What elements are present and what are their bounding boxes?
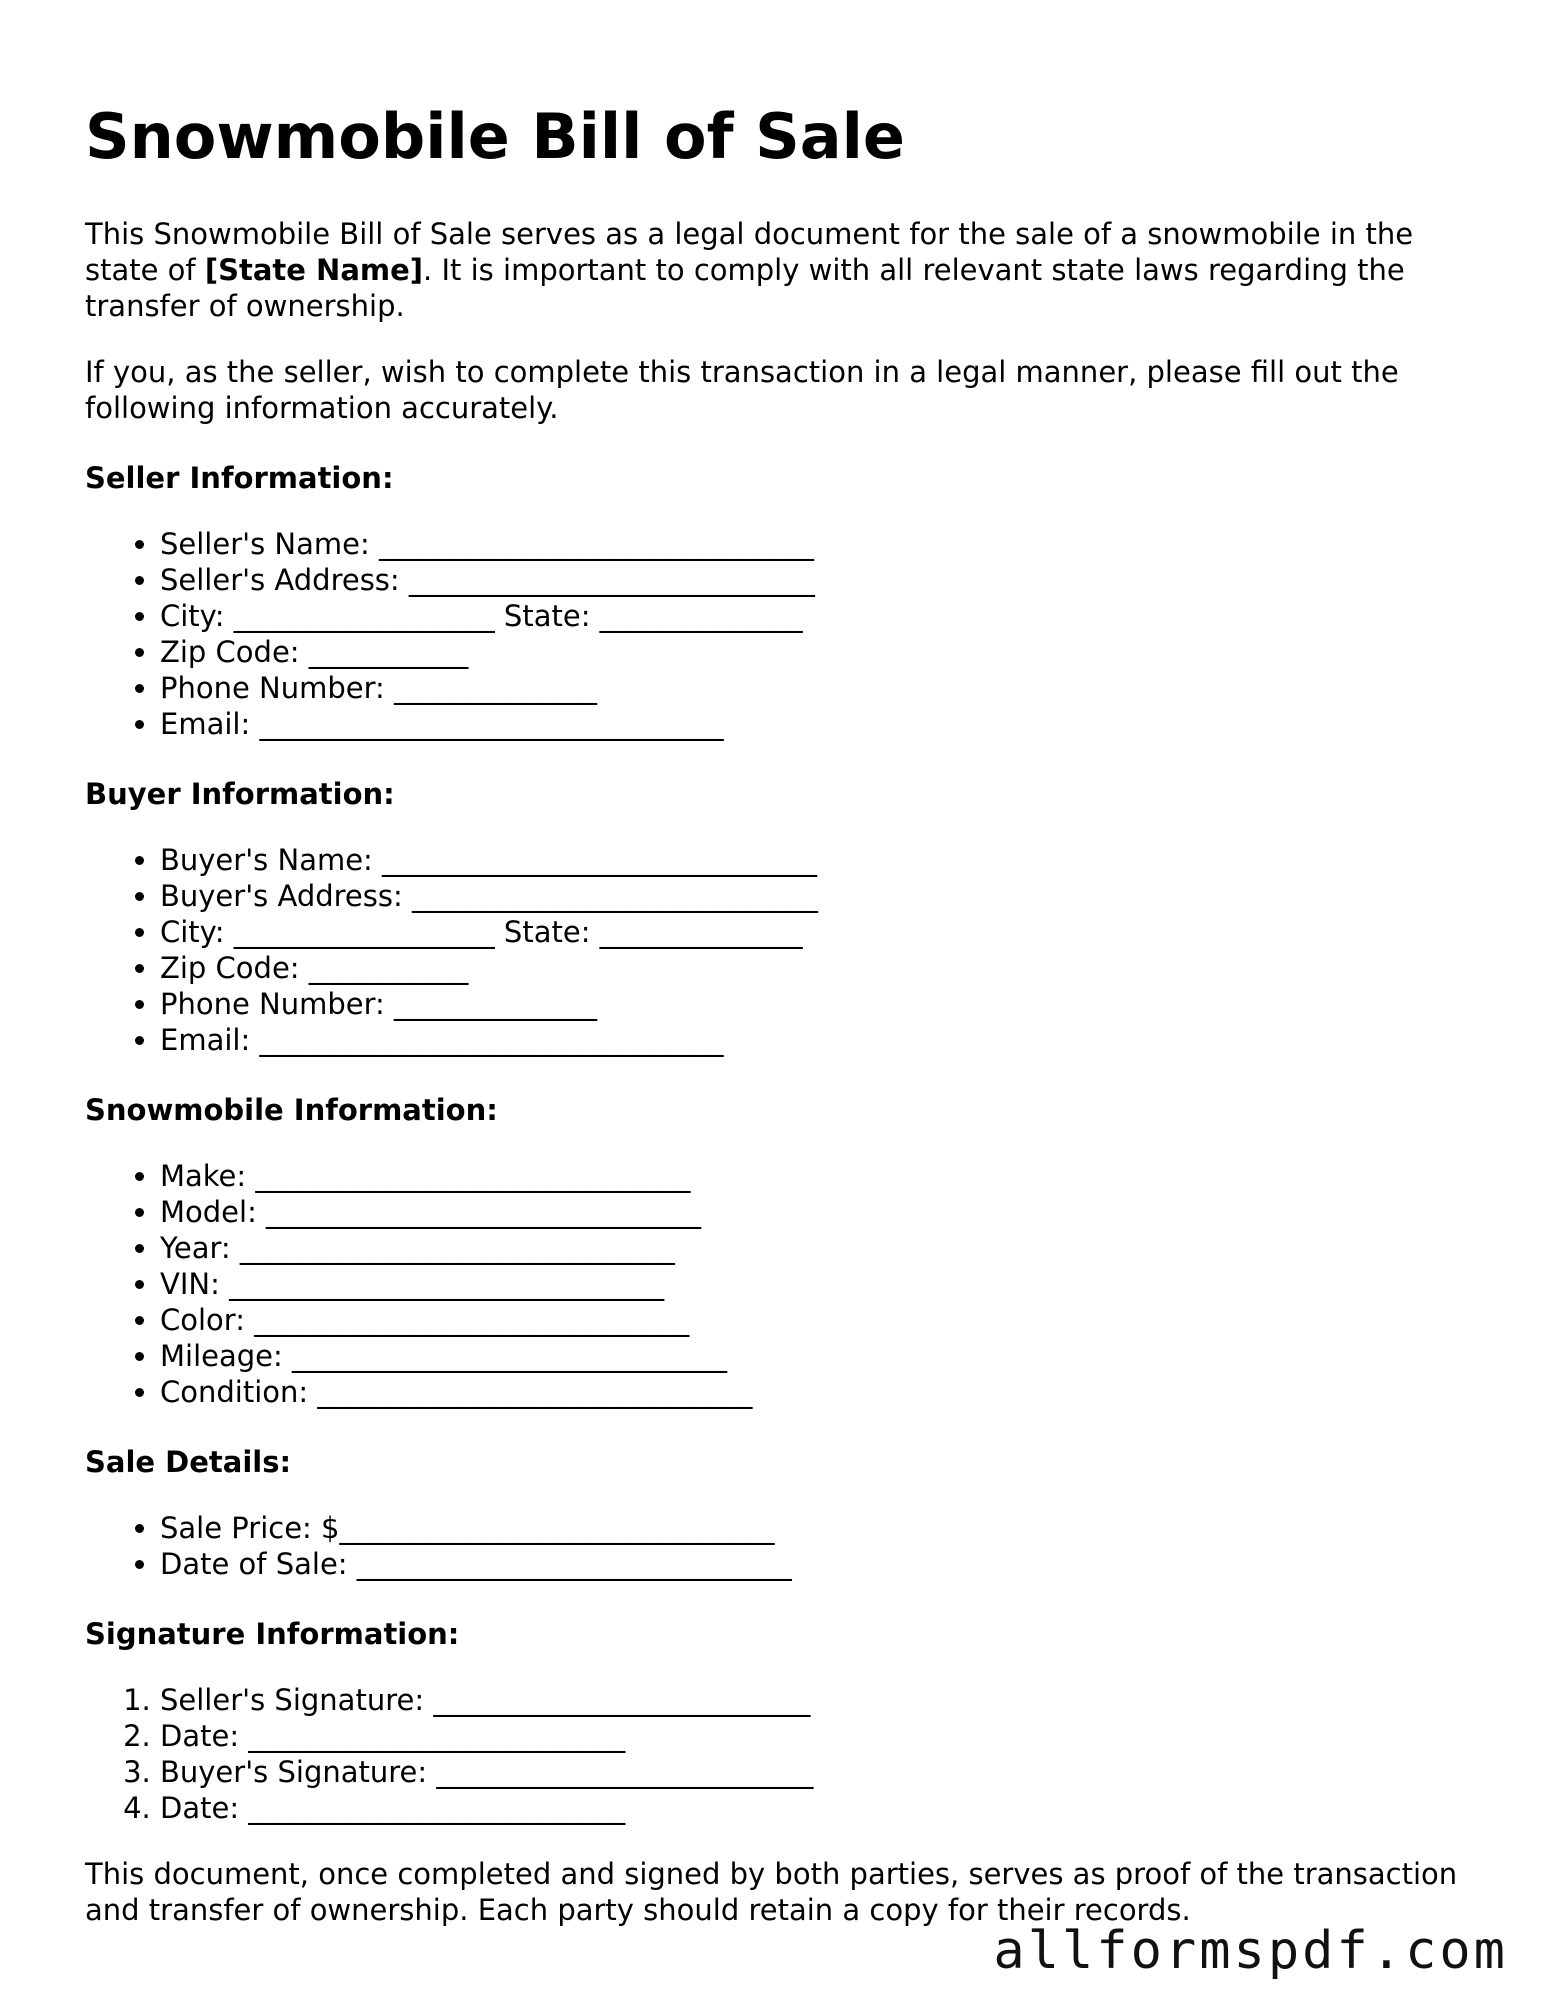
buyer-phone-field[interactable]: • Phone Number: ______________ (160, 986, 1485, 1022)
intro-text-start: This Snowmobile Bill of Sale serves as a legal document for the sale of a snowmobile in the state of (85, 217, 1414, 288)
sale-list (85, 1510, 1485, 1582)
year-field[interactable]: • Year: ______________________________ (160, 1230, 1485, 1266)
seller-date-field[interactable]: 2. Date: __________________________ (160, 1718, 1485, 1754)
buyer-list (85, 842, 1485, 1058)
seller-name-field[interactable]: • Seller's Name: ______________________________ (160, 526, 1485, 562)
sale-date-field[interactable]: • Date of Sale: ______________________________ (160, 1546, 1485, 1582)
make-field[interactable]: • Make: ______________________________ (160, 1158, 1485, 1194)
seller-phone-field[interactable]: • Phone Number: ______________ (160, 670, 1485, 706)
closing-paragraph: This document, once completed and signed by both parties, serves as proof of the transaction and transfer of ownership. Each party should retain a copy for their records. (85, 1857, 1458, 1928)
seller-address-field[interactable]: • Seller's Address: ____________________________ (160, 562, 1485, 598)
vin-field[interactable]: • VIN: ______________________________ (160, 1266, 1485, 1302)
document-title: Snowmobile Bill of Sale (85, 100, 905, 173)
buyer-date-field[interactable]: 4. Date: __________________________ (160, 1790, 1485, 1826)
model-field[interactable]: • Model: ______________________________ (160, 1194, 1485, 1230)
snowmobile-heading: Snowmobile Information: (85, 1093, 498, 1128)
intro-paragraph (85, 216, 1485, 324)
buyer-city-state-field[interactable]: • City: __________________ State: ______________ (160, 914, 1485, 950)
buyer-email-field[interactable]: • Email: ________________________________ (160, 1022, 1485, 1058)
seller-city-state-field[interactable]: • City: __________________ State: ______________ (160, 598, 1485, 634)
seller-email-field[interactable]: • Email: ________________________________ (160, 706, 1485, 742)
buyer-zip-field[interactable]: • Zip Code: ___________ (160, 950, 1485, 986)
signature-list (85, 1682, 1485, 1826)
seller-heading: Seller Information: (85, 461, 394, 496)
seller-list (85, 526, 1485, 742)
state-name-placeholder: [State Name] (204, 253, 424, 288)
sale-heading: Sale Details: (85, 1445, 292, 1480)
document-page (85, 100, 1485, 1958)
color-field[interactable]: • Color: ______________________________ (160, 1302, 1485, 1338)
buyer-address-field[interactable]: • Buyer's Address: ____________________________ (160, 878, 1485, 914)
condition-field[interactable]: • Condition: ______________________________ (160, 1374, 1485, 1410)
watermark-logo: allformspdf.com (993, 1921, 1508, 1981)
instruction-paragraph: If you, as the seller, wish to complete this transaction in a legal manner, please fill out the following information accurately. (85, 355, 1399, 426)
buyer-name-field[interactable]: • Buyer's Name: ______________________________ (160, 842, 1485, 878)
buyer-heading: Buyer Information: (85, 777, 395, 812)
snowmobile-list (85, 1158, 1485, 1410)
buyer-signature-field[interactable]: 3. Buyer's Signature: __________________________ (160, 1754, 1485, 1790)
seller-signature-field[interactable]: 1. Seller's Signature: __________________________ (160, 1682, 1485, 1718)
seller-zip-field[interactable]: • Zip Code: ___________ (160, 634, 1485, 670)
signature-heading: Signature Information: (85, 1617, 460, 1652)
mileage-field[interactable]: • Mileage: ______________________________ (160, 1338, 1485, 1374)
sale-price-field[interactable]: • Sale Price: $______________________________ (160, 1510, 1485, 1546)
intro-text-end: . It is important to comply with all relevant state laws regarding the transfer of ownership. (85, 253, 1405, 324)
